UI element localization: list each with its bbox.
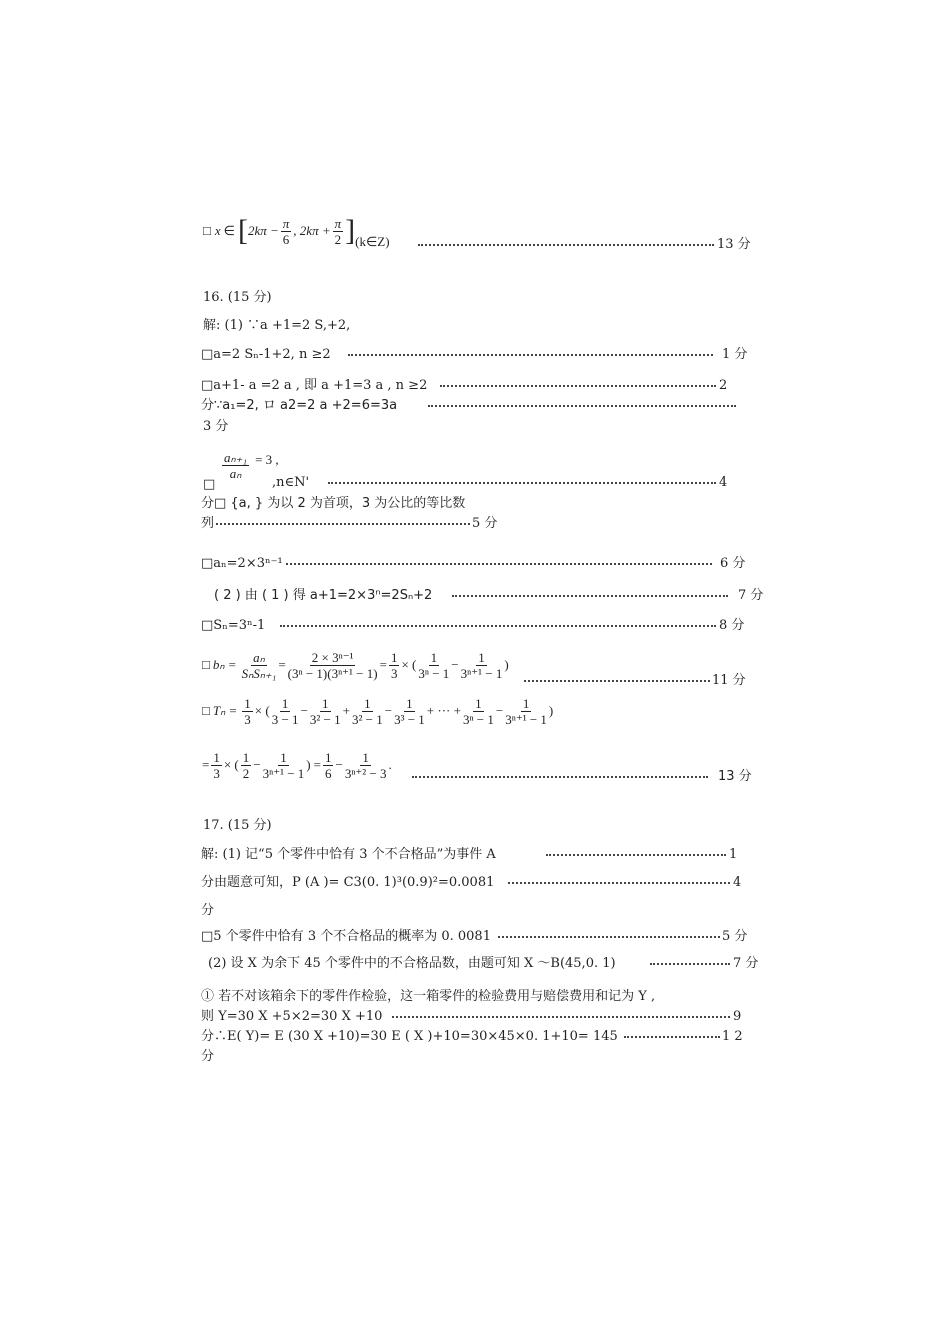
q16-line2: □a=2 Sₙ-1+2, n ≥2: [201, 347, 331, 362]
bn-term1: [418, 650, 449, 681]
frac-num: π: [282, 215, 290, 231]
score: 5 分: [722, 929, 748, 944]
tn-lhs: Tₙ =: [212, 703, 238, 718]
frac-num: π: [334, 215, 342, 231]
frac-den: 3: [213, 765, 220, 781]
frac-den: 3: [390, 665, 398, 681]
box-glyph: □: [203, 477, 216, 492]
q16-line4: 分∵a₁=2, ロ a2=2 a +2=6=3a: [201, 398, 398, 413]
score: 5 分: [472, 516, 498, 531]
times-paren: × (: [223, 757, 239, 772]
k-in-z: (k∈Z): [355, 234, 390, 249]
leader-dots: [286, 563, 712, 565]
score: 1 2: [722, 1029, 743, 1044]
one-third: [211, 750, 222, 781]
q16-line3: □a+1- a =2 a , 即 a +1=3 a , n ≥2: [201, 378, 428, 393]
one-third: [242, 696, 253, 727]
frac-den: 3: [244, 711, 251, 727]
eq: =: [379, 657, 387, 672]
close-paren: ): [548, 703, 554, 718]
frac-num: 1: [244, 695, 251, 711]
frac-num: 1: [390, 649, 398, 665]
frac-den: 3 − 1: [271, 711, 299, 727]
q17-line7: 则 Y=30 X +5×2=30 X +10: [201, 1009, 383, 1024]
frac-num: 1: [430, 649, 438, 665]
close-paren: ): [504, 657, 509, 672]
leader-dots: [440, 385, 716, 387]
period: .: [388, 757, 392, 772]
q17-line9: 分: [201, 1049, 215, 1064]
q17-line2: 分由题意可知，P (A )= C3(0. 1)³(0.9)²=0.0081: [201, 875, 495, 890]
bn-formula: [202, 644, 509, 686]
score: 7 分: [738, 588, 764, 603]
tn-formula: [202, 690, 553, 732]
tn-term5: [463, 696, 494, 727]
frac-num: 1: [478, 649, 485, 665]
close-paren: ): [306, 757, 311, 772]
q16-title: 16. (15 分): [203, 290, 272, 305]
leader-dots: [412, 776, 708, 778]
tn-term1: [272, 696, 299, 727]
frac-den: 3ⁿ⁺¹ − 1: [460, 665, 503, 681]
eq: =: [278, 657, 286, 672]
eq: =: [202, 757, 210, 772]
score: 1 分: [722, 347, 748, 362]
minus: −: [253, 757, 261, 772]
q17-line8: 分∴E( Y)= E (30 X +10)=30 E ( X )+10=30×45×0. 1+10= 145: [201, 1029, 618, 1044]
q16-line6: ,n∈N': [272, 475, 310, 490]
leader-dots: [650, 963, 730, 965]
frac-num: aₙ₊₁: [224, 450, 248, 465]
frac-num: 1: [406, 695, 413, 711]
tn-term6: [505, 696, 547, 727]
ratio-frac: [222, 450, 249, 481]
one-half: [241, 750, 252, 781]
q16-line11: □Sₙ=3ⁿ-1: [201, 618, 266, 633]
plus: +: [342, 703, 350, 718]
score: 9: [733, 1009, 742, 1024]
frac-num: aₙ: [253, 649, 265, 665]
frac-den: 2: [334, 231, 342, 247]
score: 8 分: [719, 618, 745, 633]
q17-line6: ① 若不对该箱余下的零件作检验，这一箱零件的检验费用与赔偿费用和记为 Y ,: [201, 989, 656, 1004]
frac-den: 3ⁿ⁺² − 3: [344, 765, 387, 781]
tn-last-term: [345, 750, 387, 781]
frac-den: 3ⁿ⁺¹ − 1: [505, 711, 547, 727]
frac-den: 2: [242, 765, 250, 781]
q17-title: 17. (15 分): [203, 818, 272, 833]
element-of: ∈: [223, 223, 235, 238]
frac-num: 1: [281, 695, 289, 711]
score: 2: [719, 378, 728, 393]
leader-dots: [418, 244, 714, 246]
pi-over-2: [333, 216, 344, 247]
frac-den: 3² − 1: [351, 711, 383, 727]
leader-dots: [216, 523, 470, 525]
leader-dots: [452, 595, 728, 597]
q17-line3: 分: [201, 903, 215, 918]
right-bracket: ]: [345, 214, 356, 247]
q17-line4: □5 个零件中恰有 3 个不合格品的概率为 0. 0081: [201, 929, 491, 944]
q17-line1: 解: (1) 记“5 个零件中恰有 3 个不合格品”为事件 A: [201, 847, 496, 862]
frac-num: 1: [322, 695, 329, 711]
tn-term2: [310, 696, 341, 727]
bn-lhs: bₙ =: [212, 657, 237, 672]
leader-dots: [428, 405, 736, 407]
q16-line8: 列: [201, 516, 215, 531]
minus: −: [495, 703, 504, 718]
frac-num: 1: [364, 695, 371, 711]
var-x: x: [214, 223, 221, 238]
leader-dots: [546, 854, 726, 856]
frac-den: (3ⁿ − 1)(3ⁿ⁺¹ − 1): [287, 665, 378, 681]
frac-num: 1: [280, 749, 287, 765]
ellipsis-sum: + ··· +: [426, 703, 461, 718]
tn-term4: [394, 696, 425, 727]
pi-over-6: [281, 216, 292, 247]
q16-line9: □aₙ=2×3ⁿ⁻¹: [201, 556, 283, 571]
score: 11 分: [712, 673, 746, 688]
frac-den: 3ⁿ − 1: [462, 711, 494, 727]
q16-line5: 3 分: [203, 419, 229, 434]
one-sixth: [323, 750, 334, 781]
frac-num: 1: [213, 749, 220, 765]
times-paren: × (: [401, 657, 417, 672]
q16-line1: 解: (1) ∵a +1=2 S,+2,: [203, 318, 351, 333]
frac-den: 3ⁿ⁺¹ − 1: [262, 765, 305, 781]
frac-num: 1: [475, 695, 482, 711]
score: 4: [733, 875, 742, 890]
bn-frac1: [242, 650, 277, 681]
minus: −: [335, 757, 343, 772]
q16-line10: ( 2 ) 由 ( 1 ) 得 a+1=2×3ⁿ=2Sₙ+2: [214, 588, 433, 603]
q17-line5: (2) 设 X 为余下 45 个零件中的不合格品数，由题可知 X ～B(45,0. 1): [208, 956, 616, 971]
k-minus: 2kπ −: [247, 223, 279, 238]
tn-term3: [352, 696, 383, 727]
frac-num: 1: [362, 749, 369, 765]
bn-frac2: [288, 650, 378, 681]
frac-den: 6: [282, 231, 290, 247]
score: 7 分: [733, 956, 759, 971]
frac-den: 3² − 1: [309, 711, 341, 727]
frac-num: 1: [324, 749, 332, 765]
frac-den: 6: [324, 765, 332, 781]
leader-dots: [508, 882, 730, 884]
tn-res-term: [263, 750, 305, 781]
ratio-formula: [220, 450, 279, 481]
leader-dots: [392, 1016, 730, 1018]
eq: =: [313, 757, 321, 772]
frac-den: aₙ: [229, 466, 242, 481]
ratio-eq: = 3 ,: [255, 451, 279, 467]
leader-dots: [280, 625, 716, 627]
frac-num: 1: [242, 749, 250, 765]
score: 6 分: [720, 556, 746, 571]
box-glyph: □: [202, 657, 210, 672]
frac-den: 3³ − 1: [394, 711, 425, 727]
frac-num: 2 × 3ⁿ⁻¹: [311, 649, 354, 665]
minus: −: [451, 657, 459, 672]
frac-num: 1: [522, 695, 530, 711]
score: 4: [719, 475, 728, 490]
minus: −: [384, 703, 393, 718]
leader-dots: [524, 680, 710, 682]
frac-den: 3ⁿ − 1: [418, 665, 450, 681]
leader-dots: [328, 482, 716, 484]
times-paren: × (: [254, 703, 270, 718]
score: 1: [729, 847, 738, 862]
one-third: [389, 650, 400, 681]
interval-formula: [203, 208, 390, 254]
k-plus: , 2kπ +: [293, 223, 331, 238]
score: 13 分: [718, 769, 752, 784]
frac-den: SₙSₙ₊₁: [241, 665, 277, 681]
bn-term2: [461, 650, 503, 681]
left-bracket: [: [237, 214, 248, 247]
leader-dots: [624, 1036, 720, 1038]
leader-dots: [348, 354, 713, 356]
minus: −: [300, 703, 308, 718]
box-glyph: □: [202, 703, 210, 718]
box-glyph: □: [203, 223, 211, 238]
q16-line7: 分□ {a, } 为以 2 为首项，3 为公比的等比数: [201, 496, 466, 511]
leader-dots: [498, 936, 720, 938]
score: 13 分: [717, 237, 751, 252]
tn-result: [202, 744, 392, 786]
